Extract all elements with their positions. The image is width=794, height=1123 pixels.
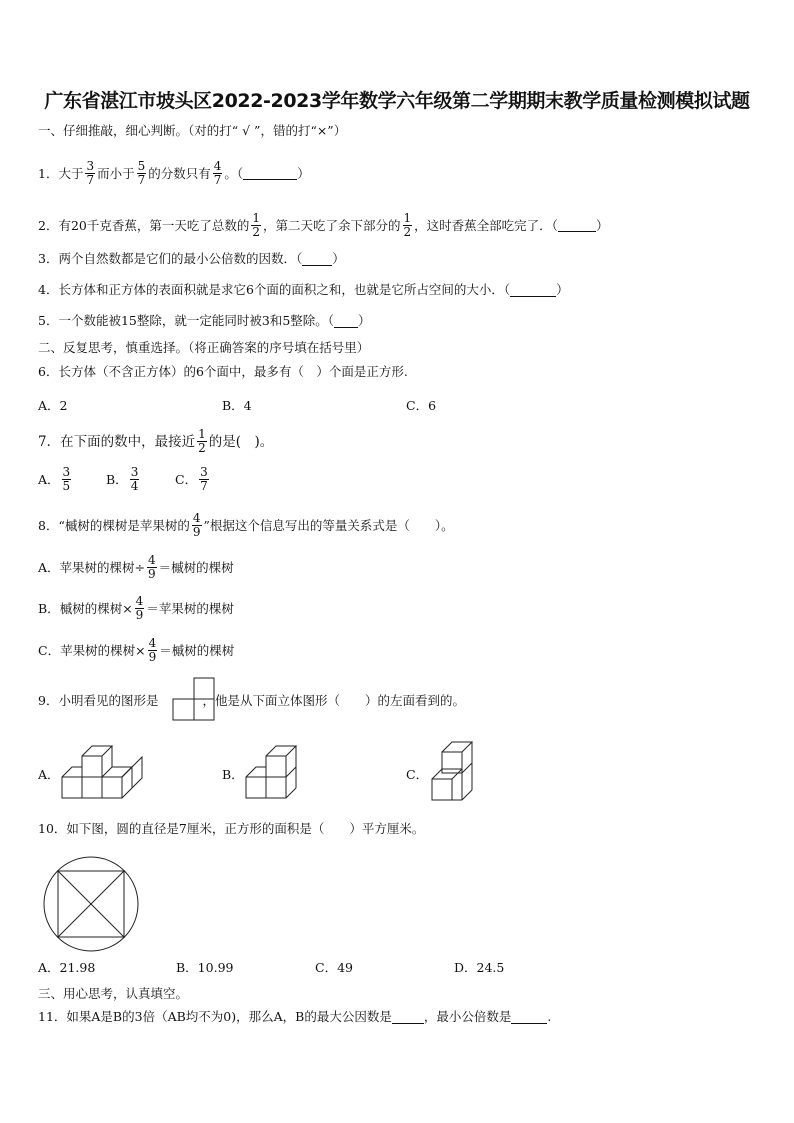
q1-fraction-1 bbox=[85, 160, 95, 187]
q7-option-a-label: A． bbox=[38, 471, 60, 487]
q4-text-2: ） bbox=[556, 282, 569, 297]
q7-option-b-label: B． bbox=[106, 471, 128, 487]
q9-option-a-label[interactable]: A． bbox=[38, 767, 60, 782]
question-3 bbox=[38, 250, 345, 268]
q7-option-b[interactable] bbox=[106, 466, 141, 493]
q2-fraction-2 bbox=[403, 212, 413, 239]
q7-option-c-label: C． bbox=[175, 471, 198, 487]
q1-text-1: 大于 bbox=[58, 165, 84, 181]
q1-f3-numerator: 4 bbox=[213, 159, 222, 173]
q7-option-c[interactable] bbox=[175, 466, 211, 493]
q1-text-4: 。（ bbox=[224, 165, 244, 181]
question-1 bbox=[38, 160, 310, 187]
q8-a-numerator: 4 bbox=[148, 553, 156, 567]
q8-text-1: “槭树的棵树是苹果树的 bbox=[58, 517, 190, 533]
q8-a-denominator: 9 bbox=[148, 567, 156, 581]
q3-text-2: ） bbox=[332, 251, 345, 266]
q9a-cube-1 bbox=[62, 777, 82, 798]
q5-answer-blank[interactable] bbox=[334, 315, 358, 328]
q6-text: 长方体（不含正方体）的6个面中，最多有（ ）个面是正方形. bbox=[58, 364, 408, 379]
q9-view-square-top bbox=[194, 678, 214, 699]
q5-text-1: 一个数能被15整除，就一定能同时被3和5整除。（ bbox=[58, 313, 335, 328]
q8-c-numerator: 4 bbox=[148, 636, 157, 650]
q8-option-b[interactable] bbox=[38, 595, 234, 622]
q7-a-numerator: 3 bbox=[62, 465, 71, 479]
q11-answer-blank-2[interactable] bbox=[511, 1011, 547, 1024]
q6-number: 6． bbox=[38, 364, 59, 379]
q10-text: 如下图，圆的直径是7厘米，正方形的面积是（ ）平方厘米。 bbox=[66, 821, 425, 836]
q10-option-a[interactable]: A．21.98 bbox=[38, 960, 96, 975]
q9-option-b-figure[interactable] bbox=[244, 744, 304, 800]
q1-text-5: ） bbox=[297, 165, 310, 181]
q1-f2-denominator: 7 bbox=[137, 173, 146, 187]
q9a-cube-top bbox=[82, 756, 102, 777]
q2-f1-denominator: 2 bbox=[252, 225, 261, 239]
q2-answer-blank[interactable] bbox=[558, 219, 596, 232]
question-5 bbox=[38, 312, 371, 330]
q3-number: 3． bbox=[38, 251, 59, 266]
q3-answer-blank[interactable] bbox=[302, 253, 332, 266]
q9b-cube-1 bbox=[246, 777, 266, 798]
q8-option-c-label: C． bbox=[38, 642, 61, 658]
q7-number: 7． bbox=[38, 433, 61, 450]
q8-option-b-pre: 槭树的棵树× bbox=[59, 600, 133, 616]
q9b-cube-top bbox=[266, 756, 286, 777]
q10-number: 10． bbox=[38, 821, 67, 836]
q9-view-square-right bbox=[194, 699, 214, 720]
q8-fraction-1 bbox=[192, 512, 202, 539]
question-11 bbox=[38, 1008, 551, 1026]
q9-option-c-figure[interactable] bbox=[430, 740, 474, 802]
q9a-cube-2 bbox=[82, 777, 102, 798]
q8-c-denominator: 9 bbox=[148, 650, 157, 664]
q8-option-a-label: A． bbox=[38, 559, 60, 575]
page-title: 广东省湛江市坡头区2022-2023学年数学六年级第二学期期末教学质量检测模拟试题 bbox=[44, 90, 750, 112]
section-1-heading: 一、仔细推敲，细心判断。（对的打“ √ ”，错的打“×”） bbox=[38, 123, 347, 138]
q8-option-c-post: ＝槭树的棵树 bbox=[159, 642, 235, 658]
section-2-heading: 二、反复思考，慎重选择。（将正确答案的序号填在括号里） bbox=[38, 340, 370, 355]
q9-option-b-label[interactable]: B． bbox=[222, 767, 244, 782]
q7-b-numerator: 3 bbox=[130, 465, 139, 479]
q4-number: 4． bbox=[38, 282, 59, 297]
q6-option-a[interactable]: A．2 bbox=[38, 398, 68, 413]
q9a-cube-3 bbox=[102, 777, 122, 798]
question-4 bbox=[38, 281, 569, 299]
q7-text-2: 的是( )。 bbox=[208, 433, 274, 450]
q7-c-numerator: 3 bbox=[200, 465, 208, 479]
q9-option-c-label[interactable]: C． bbox=[406, 767, 429, 782]
q11-number: 11． bbox=[38, 1009, 67, 1024]
q2-f2-numerator: 1 bbox=[403, 211, 412, 225]
q8-option-a-post: ＝槭树的棵树 bbox=[158, 559, 234, 575]
q8-text-2: ”根据这个信息写出的等量关系式是（ ）。 bbox=[203, 517, 454, 533]
q10-option-c[interactable]: C．49 bbox=[315, 960, 353, 975]
q9-text-2: ，他是从下面立体图形（ ）的左面看到的。 bbox=[202, 693, 465, 708]
q7-a-denominator: 5 bbox=[62, 479, 71, 493]
q2-text-1: 有20千克香蕉，第一天吃了总数的 bbox=[58, 217, 250, 233]
q2-number: 2． bbox=[38, 217, 59, 233]
q9c-cube-bottom bbox=[432, 779, 452, 800]
q10-circle-square-figure bbox=[42, 855, 142, 955]
q2-text-3: ，这时香蕉全部吃完了．（ bbox=[414, 217, 558, 233]
q9-view-figure bbox=[172, 678, 216, 722]
q8-b-denominator: 9 bbox=[135, 608, 144, 622]
q10-option-d[interactable]: D．24.5 bbox=[454, 960, 505, 975]
q8-f1-numerator: 4 bbox=[192, 511, 201, 525]
q1-number: 1． bbox=[38, 165, 59, 181]
q8-option-b-label: B． bbox=[38, 600, 60, 616]
question-10 bbox=[38, 820, 424, 838]
q1-f1-denominator: 7 bbox=[86, 173, 95, 187]
question-8 bbox=[38, 512, 454, 539]
q2-text-2: ，第二天吃了余下部分的 bbox=[263, 217, 401, 233]
q11-text-3: . bbox=[547, 1009, 552, 1024]
q8-option-c-pre: 苹果树的棵树× bbox=[60, 642, 146, 658]
q2-fraction-1 bbox=[251, 212, 261, 239]
q6-option-b[interactable]: B．4 bbox=[222, 398, 252, 413]
q1-answer-blank[interactable] bbox=[243, 167, 297, 180]
q2-text-4: ） bbox=[595, 217, 609, 233]
question-9 bbox=[38, 692, 465, 710]
q3-text-1: 两个自然数都是它们的最小公倍数的因数．（ bbox=[58, 251, 303, 266]
question-6 bbox=[38, 363, 408, 381]
q7-fraction-1 bbox=[197, 428, 207, 455]
q8-option-c[interactable] bbox=[38, 637, 234, 664]
q11-text-2: ，最小公倍数是 bbox=[423, 1009, 512, 1024]
section-3-heading: 三、用心思考，认真填空。 bbox=[38, 986, 189, 1001]
q9-text-1: 小明看见的图形是 bbox=[58, 693, 159, 708]
q1-text-3: 的分数只有 bbox=[148, 165, 211, 181]
q8-option-b-post: ＝苹果树的棵树 bbox=[146, 600, 234, 616]
q5-number: 5． bbox=[38, 313, 59, 328]
question-7 bbox=[38, 428, 273, 455]
q9-option-a-figure[interactable] bbox=[60, 744, 144, 800]
q8-option-a[interactable] bbox=[38, 554, 234, 581]
q5-text-2: ） bbox=[358, 313, 371, 328]
q8-b-numerator: 4 bbox=[135, 594, 144, 608]
q1-text-2: 而小于 bbox=[97, 165, 135, 181]
q7-option-a[interactable] bbox=[38, 466, 73, 493]
q8-f1-denominator: 9 bbox=[192, 525, 201, 539]
q10-option-b[interactable]: B．10.99 bbox=[176, 960, 234, 975]
q8-number: 8． bbox=[38, 517, 59, 533]
q6-option-c[interactable]: C．6 bbox=[406, 398, 437, 413]
q7-c-denominator: 7 bbox=[200, 479, 208, 493]
q4-text-1: 长方体和正方体的表面积就是求它6个面的面积之和，也就是它所占空间的大小．（ bbox=[58, 282, 511, 297]
q9-view-square-left bbox=[173, 699, 194, 720]
q1-fraction-2 bbox=[137, 160, 147, 187]
question-2 bbox=[38, 212, 608, 239]
q2-f2-denominator: 2 bbox=[403, 225, 412, 239]
q11-answer-blank-1[interactable] bbox=[392, 1011, 424, 1024]
q9c-cube-top bbox=[442, 752, 462, 773]
q1-f1-numerator: 3 bbox=[86, 159, 95, 173]
q7-f1-denominator: 2 bbox=[198, 441, 206, 455]
q7-b-denominator: 4 bbox=[130, 479, 139, 493]
q4-answer-blank[interactable] bbox=[510, 284, 556, 297]
q9-number: 9． bbox=[38, 693, 59, 708]
q7-text-1: 在下面的数中，最接近 bbox=[60, 433, 196, 450]
q2-f1-numerator: 1 bbox=[252, 211, 261, 225]
q1-f3-denominator: 7 bbox=[213, 173, 222, 187]
q1-fraction-3 bbox=[213, 160, 223, 187]
q1-f2-numerator: 5 bbox=[137, 159, 146, 173]
q9b-cube-2 bbox=[266, 777, 286, 798]
q7-f1-numerator: 1 bbox=[198, 427, 206, 441]
q11-text-1: 如果A是B的3倍（AB均不为0)，那么A，B的最大公因数是 bbox=[66, 1009, 392, 1024]
q8-option-a-pre: 苹果树的棵树÷ bbox=[59, 559, 146, 575]
